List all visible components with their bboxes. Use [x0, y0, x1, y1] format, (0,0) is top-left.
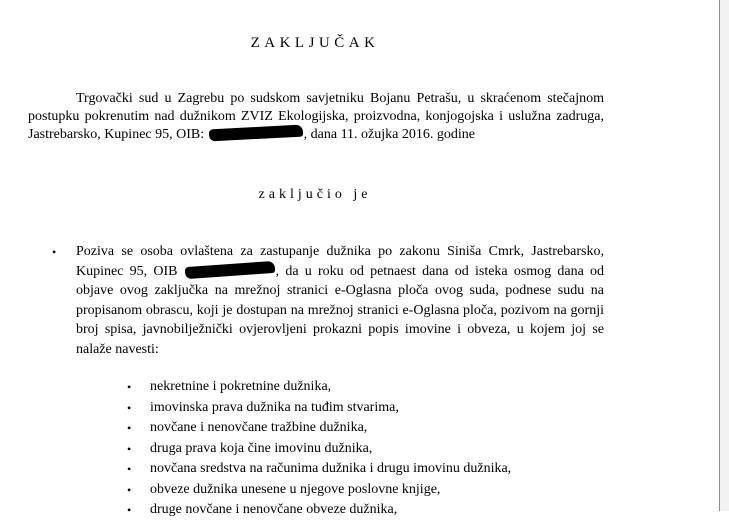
list-item [124, 418, 511, 439]
page-margin-background [720, 0, 729, 511]
bullet-icon: • [127, 462, 132, 476]
redaction-mark [184, 260, 275, 278]
list-item [124, 439, 511, 460]
bullet-icon: • [127, 380, 132, 394]
sub-item-list [124, 377, 511, 521]
list-item [124, 500, 511, 521]
list-item-text: novčana sredstva na računima dužnika i drugu imovinu dužnika, [150, 461, 512, 476]
list-item-text: novčane i nenovčane tražbine dužnika, [150, 420, 368, 435]
bullet-icon: • [127, 482, 132, 497]
bullet-icon: • [127, 441, 132, 456]
redaction-mark [208, 125, 302, 142]
decision-subtitle: zaključio je [258, 187, 372, 202]
main-item-text-part1: Poziva se osoba ovlaštena za zastupanje dužnika po zakonu Siniša Cmrk, Jastrebarsko, Kupinec 95, OIB [76, 244, 604, 279]
list-item-text: imovinska prava dužnika na tuđim stvarima, [150, 399, 399, 415]
bullet-icon: • [127, 421, 132, 435]
list-item-text: druga prava koja čine imovinu dužnika, [150, 440, 373, 456]
list-item [124, 459, 511, 480]
list-item [124, 398, 511, 419]
bullet-icon: • [127, 400, 132, 415]
document-title: ZAKLJUČAK [250, 35, 380, 51]
bullet-icon: • [127, 503, 132, 517]
main-item-text-part2: , da u roku od petnaest dana od isteka osmog dana od objave ovog zaključka na mrežnoj stranici e-Oglasna ploča ovog suda, podnese sudu na propisanom obrascu, koji je dostupan na mrežnoj stranici e-Oglasna ploča, pozivom na gornji broj spisa, javnobilježnički ovjerovljeni prokazni popis imovine i obveza, u kojem joj se nalaže navesti: [76, 263, 605, 357]
list-item-text: nekretnine i pokretnine dužnika, [150, 379, 332, 394]
intro-text-part1: Trgovački sud u Zagrebu po sudskom savjetniku Bojanu Petrašu, u skraćenom stečajnom postupku pokrenutim nad dužnikom ZVIZ Ekologijska, proizvodna, konjogojska i uslužna zadruga, Jastrebarsko, Kupinec 95, OIB: [28, 91, 604, 142]
list-item [124, 377, 511, 398]
bullet-icon: • [52, 245, 57, 259]
main-item-paragraph [76, 242, 604, 359]
list-item-text: obveze dužnika unesene u njegove poslovne knjige, [150, 481, 441, 497]
list-item [124, 480, 511, 501]
intro-paragraph [28, 90, 604, 144]
intro-text-part2: , dana 11. ožujka 2016. godine [303, 127, 475, 142]
list-item-text: druge novčane i nenovčane obveze dužnika, [150, 502, 398, 517]
